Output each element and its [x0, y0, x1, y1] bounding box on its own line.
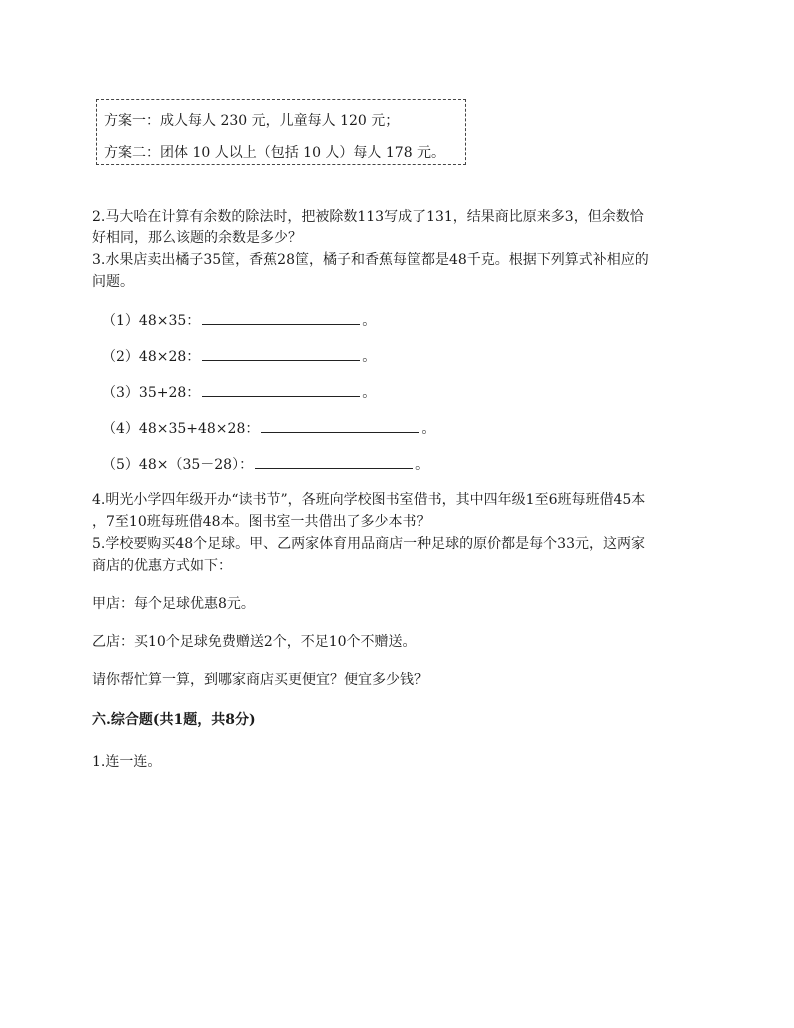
answer-blank-3[interactable]	[202, 382, 360, 397]
q3-item-3-end: 。	[362, 385, 377, 401]
question-4-line-1: 4.明光小学四年级开办“读书节”，各班向学校图书室借书，其中四年级1至6班每班借45本	[92, 492, 646, 508]
q3-item-4-label: （4）48×35+48×28：	[102, 421, 260, 437]
plan-1-text: 方案一：成人每人 230 元，儿童每人 120 元；	[104, 113, 400, 129]
q3-item-2	[102, 346, 376, 367]
q3-item-2-label: （2）48×28：	[102, 349, 201, 365]
q3-item-5-end: 。	[415, 457, 430, 473]
question-3-line-2: 问题。	[92, 274, 134, 290]
q3-item-3-label: （3）35+28：	[102, 385, 201, 401]
answer-blank-4[interactable]	[261, 418, 419, 433]
section-6-question-1: 1.连一连。	[92, 754, 162, 770]
question-5-line-1: 5.学校要购买48个足球。甲、乙两家体育用品商店一种足球的原价都是每个33元，这两家	[92, 536, 645, 552]
answer-blank-2[interactable]	[202, 346, 360, 361]
question-3-line-1: 3.水果店卖出橘子35筐，香蕉28筐，橘子和香蕉每筐都是48千克。根据下列算式补相应的	[92, 252, 649, 268]
q3-item-5	[102, 454, 429, 475]
store-yi-offer: 乙店：买10个足球免费赠送2个，不足10个不赠送。	[92, 634, 417, 650]
q3-item-2-end: 。	[362, 349, 377, 365]
q3-item-1-end: 。	[362, 313, 377, 329]
question-5-ask: 请你帮忙算一算，到哪家商店买更便宜？便宜多少钱？	[92, 672, 428, 688]
store-jia-offer: 甲店：每个足球优惠8元。	[92, 596, 255, 612]
question-4-line-2: ，7至10班每班借48本。图书室一共借出了多少本书？	[92, 514, 431, 530]
q3-item-5-label: （5）48×（35－28）：	[102, 457, 254, 473]
question-2-line-1: 2.马大哈在计算有余数的除法时，把被除数113写成了131，结果商比原来多3，但余数恰	[92, 209, 644, 225]
q3-item-1	[102, 310, 376, 331]
answer-blank-5[interactable]	[255, 454, 413, 469]
q3-item-4	[102, 418, 435, 439]
question-5-line-2: 商店的优惠方式如下：	[92, 558, 232, 574]
answer-blank-1[interactable]	[202, 310, 360, 325]
q3-item-3	[102, 382, 376, 403]
q3-item-4-end: 。	[421, 421, 436, 437]
section-6-heading: 六.综合题(共1题，共8分)	[92, 712, 256, 728]
q3-item-1-label: （1）48×35：	[102, 313, 201, 329]
question-2-line-2: 好相同，那么该题的余数是多少？	[92, 230, 302, 246]
plan-2-text: 方案二：团体 10 人以上（包括 10 人）每人 178 元。	[104, 145, 446, 161]
